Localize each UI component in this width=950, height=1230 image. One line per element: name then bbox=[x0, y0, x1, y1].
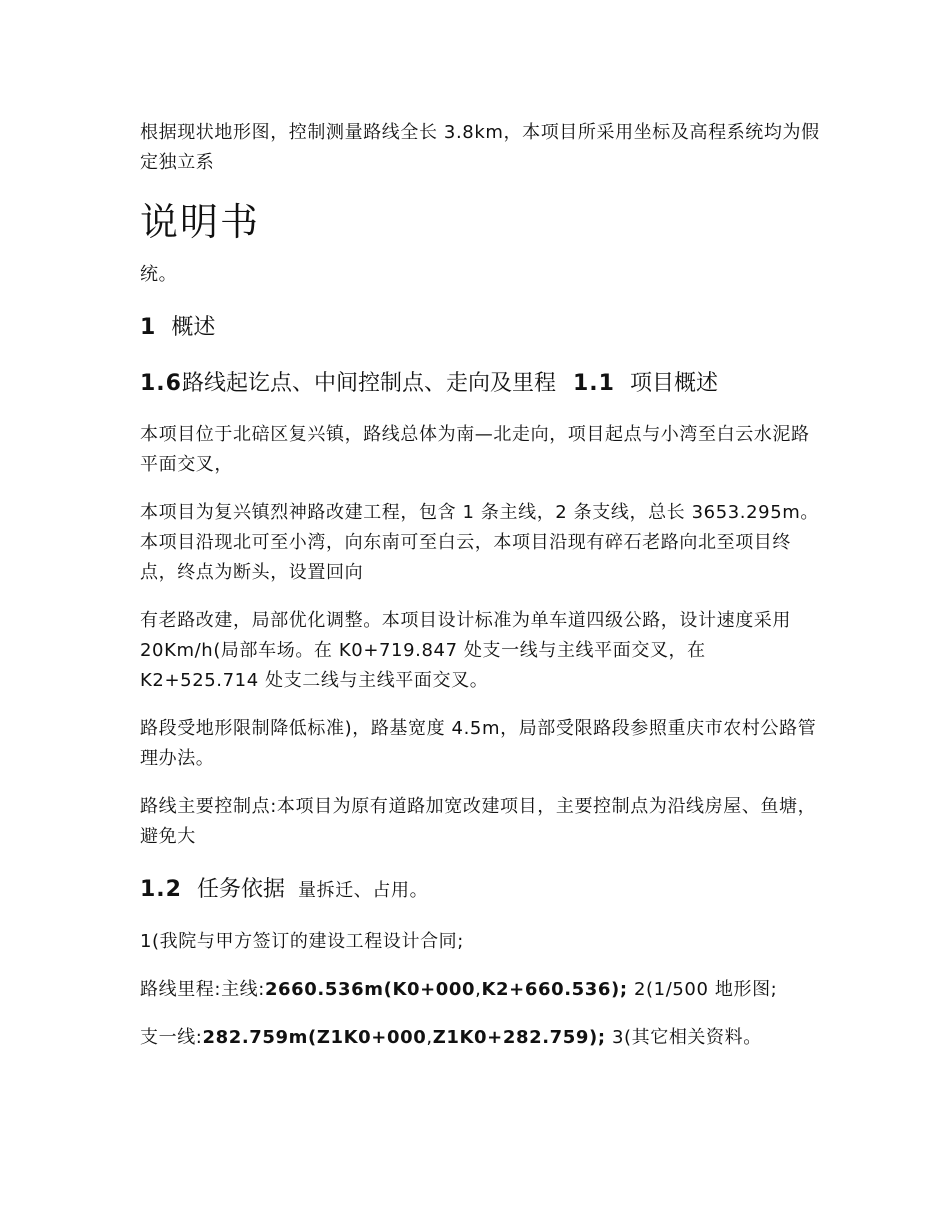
branch1-close-paren: ); bbox=[589, 1027, 606, 1048]
mainline-comma: , bbox=[475, 979, 482, 1000]
branch1-end-station: Z1K0+282.759 bbox=[432, 1027, 590, 1048]
branch1-prefix: 支一线: bbox=[140, 1027, 203, 1048]
section-1-heading bbox=[140, 312, 820, 344]
paragraph-control-points: 路线主要控制点:本项目为原有道路加宽改建项目，主要控制点为沿线房屋、鱼塘，避免大 bbox=[140, 796, 817, 847]
page-content bbox=[140, 118, 820, 1053]
fragment-paragraph: 统。 bbox=[140, 264, 178, 285]
branch1-open-paren: ( bbox=[308, 1027, 317, 1048]
document-title: 说明书 bbox=[140, 200, 261, 244]
section-1-title: 概述 bbox=[171, 315, 216, 340]
section-1-2-tail: 量拆迁、占用。 bbox=[298, 880, 429, 901]
section-1-number: 1 bbox=[140, 315, 157, 340]
section-1-6-title: 路线起讫点、中间控制点、走向及里程 bbox=[181, 371, 556, 396]
paragraph-basis-contract: 1(我院与甲方签订的建设工程设计合同; bbox=[140, 931, 464, 952]
mainline-prefix: 路线里程:主线: bbox=[140, 979, 265, 1000]
paragraph-branch1-mileage bbox=[140, 1023, 820, 1053]
mainline-after: 2(1/500 地形图; bbox=[627, 979, 778, 1000]
section-1-1-number: 1.1 bbox=[573, 371, 615, 396]
intro-paragraph: 根据现状地形图，控制测量路线全长 3.8km，本项目所采用坐标及高程系统均为假定独立系 bbox=[140, 122, 820, 173]
section-1-1-title: 项目概述 bbox=[629, 371, 718, 396]
mainline-start-station: K0+000 bbox=[392, 979, 476, 1000]
branch1-start-station: Z1K0+000 bbox=[316, 1027, 427, 1048]
section-1-2-title: 任务依据 bbox=[196, 877, 285, 902]
paragraph-location: 本项目位于北碚区复兴镇，路线总体为南—北走向，项目起点与小湾至白云水泥路平面交叉， bbox=[140, 424, 810, 475]
section-1-2-heading bbox=[140, 874, 820, 907]
mainline-close-paren: ); bbox=[611, 979, 628, 1000]
mainline-end-station: K2+660.536 bbox=[481, 979, 612, 1000]
branch1-after: 3(其它相关资料。 bbox=[605, 1027, 762, 1048]
branch1-length: 282.759m bbox=[202, 1027, 309, 1048]
section-1-6-number: 1.6 bbox=[140, 371, 182, 396]
paragraph-project-scope: 本项目为复兴镇烈神路改建工程，包含 1 条主线，2 条支线，总长 3653.295m。本项目沿现北可至小湾，向东南可至白云，本项目沿现有碎石老路向北至项目终点，终点为断头，设置回向 bbox=[140, 502, 820, 583]
paragraph-roadbed: 路段受地形限制降低标准)，路基宽度 4.5m，局部受限路段参照重庆市农村公路管理办法。 bbox=[140, 718, 817, 769]
paragraph-design-standard: 有老路改建，局部优化调整。本项目设计标准为单车道四级公路，设计速度采用 20Km/h(局部车场。在 K0+719.847 处支一线与主线平面交叉，在 K2+525.714 处支二线与主线平面交叉。 bbox=[140, 610, 791, 691]
section-1-2-number: 1.2 bbox=[140, 877, 182, 902]
mainline-length: 2660.536m bbox=[264, 979, 384, 1000]
paragraph-mainline-mileage bbox=[140, 975, 820, 1005]
section-1-6-heading bbox=[140, 368, 820, 400]
branch1-comma: , bbox=[426, 1027, 433, 1048]
mainline-open-paren: ( bbox=[383, 979, 393, 1000]
